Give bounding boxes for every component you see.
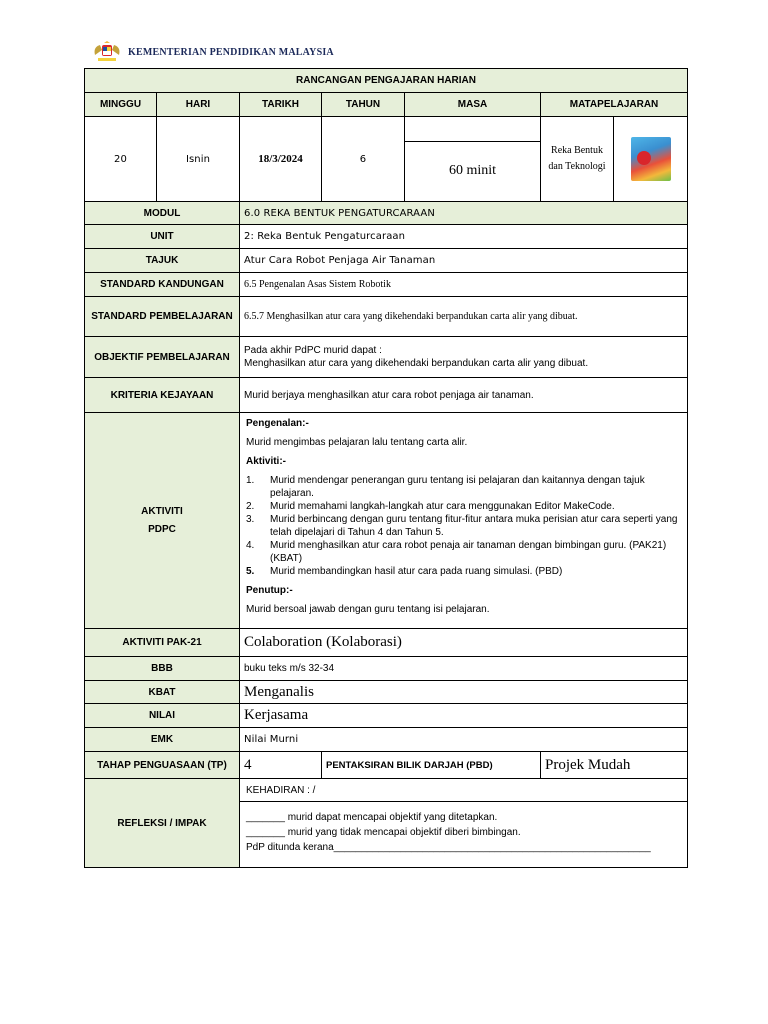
tahun-value: 6 [322, 117, 405, 202]
col-masa: MASA [405, 93, 541, 117]
bbb-value: buku teks m/s 32-34 [240, 657, 688, 681]
matapelajaran-value: Reka Bentuk dan Teknologi [541, 117, 614, 202]
objektif-intro: Pada akhir PdPC murid dapat : [244, 345, 382, 356]
pengenalan-text: Murid mengimbas pelajaran lalu tentang carta alir. [246, 437, 468, 448]
minggu-value: 20 [85, 117, 157, 202]
aktiviti-steps [246, 474, 681, 578]
unit-value: 2: Reka Bentuk Pengaturcaraan [240, 225, 688, 249]
emk-label: EMK [85, 728, 240, 752]
tp-label: TAHAP PENGUASAAN (TP) [85, 752, 240, 779]
refleksi-cell [240, 779, 688, 868]
aktiviti-label-2: PDPC [148, 523, 176, 535]
list-item: 4. Murid menghasilkan atur cara robot penaja air tanaman dengan bimbingan guru. (PAK21) (KBAT) [246, 540, 667, 564]
tp-value: 4 [240, 752, 322, 779]
kriteria-label: KRITERIA KEJAYAAN [85, 378, 240, 413]
aktiviti-label [85, 413, 240, 629]
standard-pembelajaran-label: STANDARD PEMBELAJARAN [85, 297, 240, 337]
col-tahun: TAHUN [322, 93, 405, 117]
emk-value: Nilai Murni [240, 728, 688, 752]
standard-kandungan-label: STANDARD KANDUNGAN [85, 273, 240, 297]
pbd-label: PENTAKSIRAN BILIK DARJAH (PBD) [322, 752, 541, 779]
tajuk-value: Atur Cara Robot Penjaga Air Tanaman [240, 249, 688, 273]
list-item: 2. Murid memahami langkah-langkah atur cara menggunakan Editor MakeCode. [246, 501, 615, 512]
table-title: RANCANGAN PENGAJARAN HARIAN [85, 69, 688, 93]
list-item: 1. Murid mendengar penerangan guru tentang isi pelajaran dan kaitannya dengan tajuk pelajaran. [246, 475, 645, 499]
standard-kandungan-value: 6.5 Pengenalan Asas Sistem Robotik [240, 273, 688, 297]
list-item: 3. Murid berbincang dengan guru tentang fitur-fitur antara muka perisian atur cara seperti yang telah dipelajari di Tahun 4 dan Tahun 5. [246, 514, 678, 538]
textbook-cover-cell [614, 117, 688, 202]
objektif-label: OBJEKTIF PEMBELAJARAN [85, 337, 240, 378]
unit-label: UNIT [85, 225, 240, 249]
lesson-plan-table [84, 68, 688, 868]
kbat-label: KBAT [85, 681, 240, 704]
modul-value: 6.0 REKA BENTUK PENGATURCARAAN [240, 202, 688, 225]
ministry-name: KEMENTERIAN PENDIDIKAN MALAYSIA [128, 46, 334, 58]
refleksi-line-3: PdP ditunda kerana_________________________________________________________ [246, 842, 651, 853]
tajuk-label: TAJUK [85, 249, 240, 273]
objektif-cell [240, 337, 688, 378]
pak21-value: Colaboration (Kolaborasi) [240, 629, 688, 657]
col-hari: HARI [157, 93, 240, 117]
masa-blank [405, 118, 541, 142]
refleksi-label: REFLEKSI / IMPAK [85, 779, 240, 868]
refleksi-line-1: _______ murid dapat mencapai objektif yang ditetapkan. [246, 812, 498, 823]
objektif-text: Menghasilkan atur cara yang dikehendaki berpandukan carta alir yang dibuat. [244, 358, 589, 369]
masa-value: 60 minit [448, 163, 497, 178]
aktiviti-content [240, 413, 688, 629]
nilai-value: Kerjasama [240, 704, 688, 728]
kriteria-value: Murid berjaya menghasilkan atur cara robot penjaga air tanaman. [240, 378, 688, 413]
page-header [92, 40, 334, 64]
masa-cell [405, 117, 541, 202]
refleksi-line-2: _______ murid yang tidak mencapai objektif diberi bimbingan. [246, 827, 521, 838]
penutup-text: Murid bersoal jawab dengan guru tentang isi pelajaran. [246, 604, 490, 615]
list-item: 5. Murid membandingkan hasil atur cara pada ruang simulasi. (PBD) [246, 566, 563, 577]
tarikh-value: 18/3/2024 [240, 117, 322, 202]
pak21-label: AKTIVITI PAK-21 [85, 629, 240, 657]
kehadiran-line: KEHADIRAN : / [240, 779, 687, 802]
modul-label: MODUL [85, 202, 240, 225]
col-tarikh: TARIKH [240, 93, 322, 117]
aktiviti-title: Aktiviti:- [246, 456, 286, 467]
hari-value: Isnin [157, 117, 240, 202]
penutup-title: Penutup:- [246, 585, 293, 596]
textbook-cover-image [631, 137, 671, 181]
standard-pembelajaran-value: 6.5.7 Menghasilkan atur cara yang dikehendaki berpandukan carta alir yang dibuat. [240, 297, 688, 337]
pbd-value: Projek Mudah [541, 752, 688, 779]
nilai-label: NILAI [85, 704, 240, 728]
pengenalan-title: Pengenalan:- [246, 418, 309, 429]
bbb-label: BBB [85, 657, 240, 681]
malaysia-crest-icon [92, 41, 122, 63]
col-minggu: MINGGU [85, 93, 157, 117]
col-matapelajaran: MATAPELAJARAN [541, 93, 688, 117]
aktiviti-label-1: AKTIVITI [141, 505, 183, 517]
kbat-value: Menganalis [240, 681, 688, 704]
